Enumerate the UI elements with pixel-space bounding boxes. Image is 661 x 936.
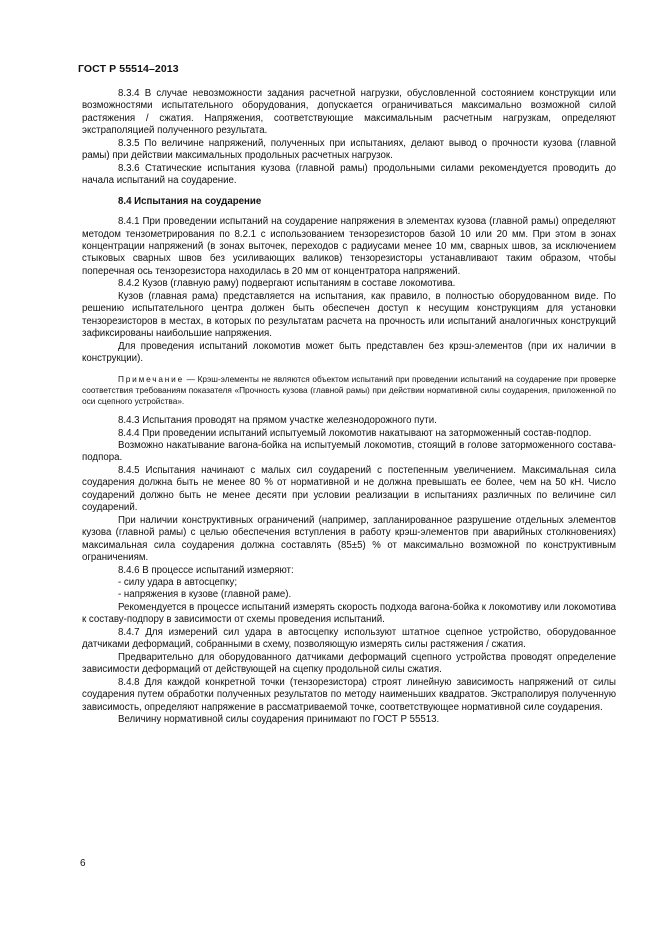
section-heading: 8.4 Испытания на соударение [118, 195, 262, 207]
spacer [82, 188, 616, 196]
note-paragraph [82, 374, 616, 408]
paragraph: Предварительно для оборудованного датчиками деформаций сцепного устройства проводят определение зависимости деформаций от действующей на сцепку продольной силы сжатия. [82, 651, 616, 676]
paragraph: 8.4.8 Для каждой конкретной точки (тензорезистора) строят линейную зависимость напряжений от силы соударения путем обработки полученных результатов по методу наименьших квадратов. Экстраполируя полученную зависимость, определяют напряжение в рассматриваемой точке, соответствующее нормативной силе соударения. [82, 676, 616, 713]
paragraph: 8.4.6 В процессе испытаний измеряют: [118, 564, 294, 576]
paragraph: 8.4.3 Испытания проводят на прямом участке железнодорожного пути. [118, 415, 437, 427]
paragraph: - силу удара в автосцепку; [118, 577, 238, 589]
paragraph: 8.4.7 Для измерений сил удара в автосцепку используют штатное сцепное устройство, оборудованное датчиками деформаций, собранными в схему, позволяющую измерять силы растяжения / сжатия. [82, 626, 616, 651]
spacer [82, 407, 616, 415]
page-number: 6 [80, 858, 86, 869]
paragraph: 8.3.6 Статические испытания кузова (главной рамы) продольными силами рекомендуется проводить до начала испытаний на соударение. [82, 162, 616, 187]
paragraph: 8.4.2 Кузов (главную раму) подвергают испытаниям в составе локомотива. [118, 278, 456, 290]
note-text: — Крэш-элементы не являются объектом испытаний при проведении испытаний на соударение при проверке соответствия требованиям показателя «Прочность кузова (главной рамы) при действии нормативной силы соударения, приложенной по оси сцепного устройства». [82, 373, 616, 406]
paragraph: Кузов (главная рама) представляется на испытания, как правило, в полностью оборудованном виде. По решению испытательного центра должен быть обеспечен доступ к несущим конструкциям для установки тензорезисторов в местах, в которых по результатам расчета на прочность или испытаний аналогичных конструкций зафиксированы наибольшие напряжения. [82, 290, 616, 340]
document-header: ГОСТ Р 55514–2013 [78, 63, 179, 75]
paragraph: 8.3.5 По величине напряжений, полученных при испытаниях, делают вывод о прочности кузова (главной рамы) при действии максимальных продольных расчетных нагрузок. [82, 137, 616, 162]
paragraph: Для проведения испытаний локомотив может быть представлен без крэш-элементов (при их наличии в конструкции). [82, 340, 616, 365]
paragraph: Возможно накатывание вагона-бойка на испытуемый локомотив, стоящий в голове заторможенного состава-подпора. [82, 440, 616, 464]
paragraph: При наличии конструктивных ограничений (например, запланированное разрушение отдельных элементов кузова (главной рамы) с целью обеспечения вступления в работу крэш-элементов при аварийных столкновениях) максимальная сила соударения должна составлять (85±5) % от максимально возможной по конструктивным ограничениям. [82, 514, 616, 564]
paragraph: 8.4.4 При проведении испытаний испытуемый локомотив накатывают на заторможенный состав-подпор. [118, 427, 592, 439]
paragraph: 8.4.1 При проведении испытаний на соударение напряжения в элементах кузова (главной рамы) определяют методом тензометрирования по 8.2.1 с использованием тензорезисторов базой 10 или 20 мм. При этом в зонах концентрации напряжений (в зонах выточек, переходов с радиусами менее 10 мм, сварных швов, за исключением стыковых сварных швов без усиливающих валиков) тензорезисторы устанавливают таким образом, чтобы поперечная ось тензорезистора находилась в 20 мм от концентратора напряжений. [82, 216, 616, 277]
paragraph: 8.3.4 В случае невозможности задания расчетной нагрузки, обусловленной состоянием конструкции или возможностями испытательного оборудования, допускается ограничиваться максимально возможной силой растяжения / сжатия. Напряжения, соответствующие максимальным расчетным нагрузкам, определяют экстраполяцией полученного результата. [82, 88, 616, 137]
paragraph: Величину нормативной силы соударения принимают по ГОСТ Р 55513. [118, 714, 440, 725]
note-label: Примечание [118, 373, 185, 384]
spacer [82, 208, 616, 216]
paragraph: - напряжения в кузове (главной раме). [118, 589, 292, 601]
paragraph: Рекомендуется в процессе испытаний измерять скорость подхода вагона-бойка к локомотиву или локомотива к составу-подпору в зависимости от схемы проведения испытаний. [82, 601, 616, 626]
spacer [82, 366, 616, 374]
document-body [82, 88, 616, 726]
paragraph: 8.4.5 Испытания начинают с малых сил соударений с постепенным увеличением. Максимальная сила соударения должна быть не менее 80 % от нормативной и не должна превышать ее более, чем на 50 кН. Число соударений должно быть не менее десяти при условии реализации в испытаниях различных по величине сил соударений. [82, 464, 616, 514]
